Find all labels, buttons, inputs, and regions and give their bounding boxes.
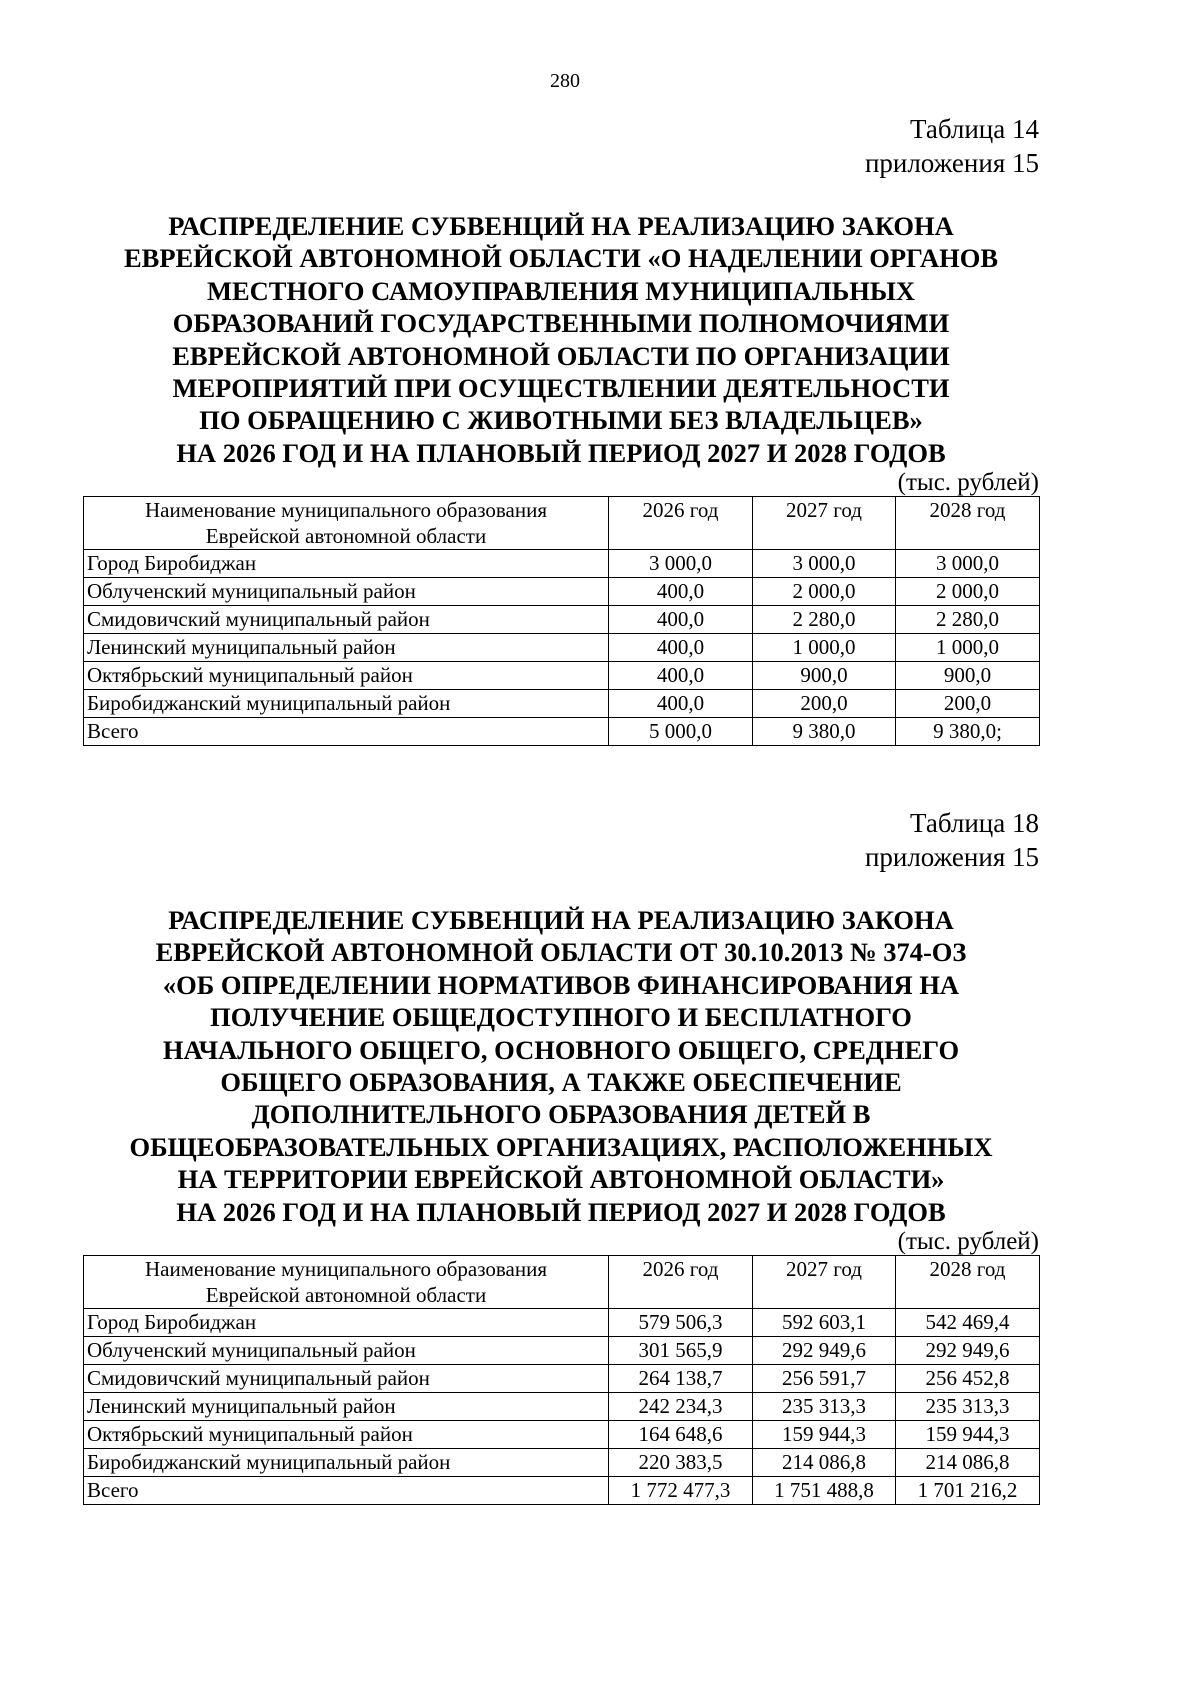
value-2026: 164 648,6 — [609, 1421, 753, 1449]
value-2026: 264 138,7 — [609, 1365, 753, 1393]
column-header-2028: 2028 год — [896, 1256, 1040, 1309]
table-row — [84, 1393, 1040, 1421]
municipality-name: Город Биробиджан — [84, 1309, 609, 1337]
title-line: ЕВРЕЙСКОЙ АВТОНОМНОЙ ОБЛАСТИ ОТ 30.10.2013 № 374-ОЗ — [155, 937, 967, 968]
header-text: Еврейской автономной области — [205, 524, 487, 549]
table-title — [83, 904, 1039, 1228]
value-2028: 1 000,0 — [896, 634, 1040, 662]
municipality-name: Ленинский муниципальный район — [84, 634, 609, 662]
value-2028: 542 469,4 — [896, 1309, 1040, 1337]
subsidy-table — [83, 1255, 1040, 1505]
value-2027: 214 086,8 — [753, 1449, 896, 1477]
title-line: НА 2026 ГОД И НА ПЛАНОВЫЙ ПЕРИОД 2027 И 2028 ГОДОВ — [176, 437, 946, 468]
value-2028: 235 313,3 — [896, 1393, 1040, 1421]
municipality-name: Биробиджанский муниципальный район — [84, 1449, 609, 1477]
header-text: Наименование муниципального образования — [145, 498, 547, 523]
title-line: ЕВРЕЙСКОЙ АВТОНОМНОЙ ОБЛАСТИ ПО ОРГАНИЗАЦИИ — [172, 340, 950, 371]
column-header-2026: 2026 год — [609, 1256, 753, 1309]
table-row — [84, 662, 1040, 690]
column-header-2027: 2027 год — [753, 497, 896, 550]
table-row — [84, 690, 1040, 718]
table-row — [84, 1449, 1040, 1477]
value-2026: 220 383,5 — [609, 1449, 753, 1477]
value-2026: 579 506,3 — [609, 1309, 753, 1337]
total-2027: 9 380,0 — [753, 718, 896, 746]
table-row — [84, 1421, 1040, 1449]
value-2026: 400,0 — [609, 578, 753, 606]
municipality-name: Облученский муниципальный район — [84, 578, 609, 606]
value-2028: 214 086,8 — [896, 1449, 1040, 1477]
total-2028: 9 380,0; — [896, 718, 1040, 746]
page-number: 280 — [550, 70, 580, 92]
municipality-name: Ленинский муниципальный район — [84, 1393, 609, 1421]
table-18-section — [83, 806, 1039, 1505]
municipality-name: Смидовичский муниципальный район — [84, 1365, 609, 1393]
value-2028: 2 280,0 — [896, 606, 1040, 634]
title-line: ДОПОЛНИТЕЛЬНОГО ОБРАЗОВАНИЯ ДЕТЕЙ В — [251, 1099, 871, 1130]
value-2028: 256 452,8 — [896, 1365, 1040, 1393]
table-title — [83, 210, 1039, 469]
total-2027: 1 751 488,8 — [753, 1477, 896, 1505]
value-2026: 400,0 — [609, 634, 753, 662]
table-number: Таблица 18 — [910, 808, 1039, 838]
title-line: ПО ОБРАЩЕНИЮ С ЖИВОТНЫМИ БЕЗ ВЛАДЕЛЬЦЕВ» — [199, 405, 923, 436]
table-row — [84, 1309, 1040, 1337]
column-header-2028: 2028 год — [896, 497, 1040, 550]
title-line: МЕСТНОГО САМОУПРАВЛЕНИЯ МУНИЦИПАЛЬНЫХ — [206, 275, 916, 306]
value-2027: 3 000,0 — [753, 550, 896, 578]
column-header-name — [84, 1256, 609, 1309]
column-header-2026: 2026 год — [609, 497, 753, 550]
title-line: НАЧАЛЬНОГО ОБЩЕГО, ОСНОВНОГО ОБЩЕГО, СРЕДНЕГО — [162, 1034, 960, 1065]
total-2026: 5 000,0 — [609, 718, 753, 746]
total-label: Всего — [84, 718, 609, 746]
title-line: ОБРАЗОВАНИЙ ГОСУДАРСТВЕННЫМИ ПОЛНОМОЧИЯМИ — [172, 308, 950, 339]
value-2027: 200,0 — [753, 690, 896, 718]
table-row — [84, 550, 1040, 578]
value-2027: 592 603,1 — [753, 1309, 896, 1337]
table-number: Таблица 14 — [910, 114, 1039, 144]
value-2026: 400,0 — [609, 690, 753, 718]
value-2026: 301 565,9 — [609, 1337, 753, 1365]
table-14-section — [83, 112, 1039, 746]
title-line: ОБЩЕГО ОБРАЗОВАНИЯ, А ТАКЖЕ ОБЕСПЕЧЕНИЕ — [220, 1067, 902, 1098]
value-2028: 900,0 — [896, 662, 1040, 690]
value-2028: 3 000,0 — [896, 550, 1040, 578]
value-2027: 1 000,0 — [753, 634, 896, 662]
title-line: МЕРОПРИЯТИЙ ПРИ ОСУЩЕСТВЛЕНИИ ДЕЯТЕЛЬНОСТИ — [172, 373, 950, 404]
total-2026: 1 772 477,3 — [609, 1477, 753, 1505]
value-2027: 2 000,0 — [753, 578, 896, 606]
total-label: Всего — [84, 1477, 609, 1505]
title-line: ОБЩЕОБРАЗОВАТЕЛЬНЫХ ОРГАНИЗАЦИЯХ, РАСПОЛОЖЕННЫХ — [129, 1131, 993, 1162]
table-row — [84, 1337, 1040, 1365]
municipality-name: Облученский муниципальный район — [84, 1337, 609, 1365]
value-2026: 3 000,0 — [609, 550, 753, 578]
title-line: РАСПРЕДЕЛЕНИЕ СУБВЕНЦИЙ НА РЕАЛИЗАЦИЮ ЗАКОНА — [168, 211, 954, 241]
municipality-name: Октябрьский муниципальный район — [84, 662, 609, 690]
value-2027: 256 591,7 — [753, 1365, 896, 1393]
value-2026: 400,0 — [609, 662, 753, 690]
table-total-row — [84, 718, 1040, 746]
appendix-reference: приложения 15 — [864, 842, 1039, 872]
value-2026: 242 234,3 — [609, 1393, 753, 1421]
column-header-name — [84, 497, 609, 550]
table-row — [84, 606, 1040, 634]
value-2028: 292 949,6 — [896, 1337, 1040, 1365]
title-line: НА ТЕРРИТОРИИ ЕВРЕЙСКОЙ АВТОНОМНОЙ ОБЛАСТИ» — [177, 1164, 945, 1195]
value-2027: 2 280,0 — [753, 606, 896, 634]
table-reference — [83, 112, 1039, 180]
value-2028: 159 944,3 — [896, 1421, 1040, 1449]
title-line: ПОЛУЧЕНИЕ ОБЩЕДОСТУПНОГО И БЕСПЛАТНОГО — [210, 1002, 912, 1033]
municipality-name: Смидовичский муниципальный район — [84, 606, 609, 634]
table-total-row — [84, 1477, 1040, 1505]
table-header-row — [84, 497, 1040, 550]
value-2026: 400,0 — [609, 606, 753, 634]
title-line: РАСПРЕДЕЛЕНИЕ СУБВЕНЦИЙ НА РЕАЛИЗАЦИЮ ЗАКОНА — [168, 905, 954, 935]
header-text: Наименование муниципального образования — [145, 1257, 547, 1282]
table-row — [84, 578, 1040, 606]
units-label: (тыс. рублей) — [897, 1228, 1039, 1256]
header-text: Еврейской автономной области — [205, 1283, 487, 1308]
appendix-reference: приложения 15 — [864, 148, 1039, 178]
municipality-name: Биробиджанский муниципальный район — [84, 690, 609, 718]
value-2027: 235 313,3 — [753, 1393, 896, 1421]
value-2027: 159 944,3 — [753, 1421, 896, 1449]
value-2027: 292 949,6 — [753, 1337, 896, 1365]
value-2028: 2 000,0 — [896, 578, 1040, 606]
table-row — [84, 1365, 1040, 1393]
title-line: «ОБ ОПРЕДЕЛЕНИИ НОРМАТИВОВ ФИНАНСИРОВАНИЯ НА — [162, 969, 960, 1000]
value-2028: 200,0 — [896, 690, 1040, 718]
table-header-row — [84, 1256, 1040, 1309]
title-line: ЕВРЕЙСКОЙ АВТОНОМНОЙ ОБЛАСТИ «О НАДЕЛЕНИИ ОРГАНОВ — [123, 243, 999, 274]
subsidy-table — [83, 496, 1040, 746]
column-header-2027: 2027 год — [753, 1256, 896, 1309]
table-row — [84, 634, 1040, 662]
units-label: (тыс. рублей) — [897, 469, 1039, 497]
table-reference — [83, 806, 1039, 874]
title-line: НА 2026 ГОД И НА ПЛАНОВЫЙ ПЕРИОД 2027 И 2028 ГОДОВ — [176, 1196, 946, 1227]
municipality-name: Город Биробиджан — [84, 550, 609, 578]
total-2028: 1 701 216,2 — [896, 1477, 1040, 1505]
value-2027: 900,0 — [753, 662, 896, 690]
municipality-name: Октябрьский муниципальный район — [84, 1421, 609, 1449]
